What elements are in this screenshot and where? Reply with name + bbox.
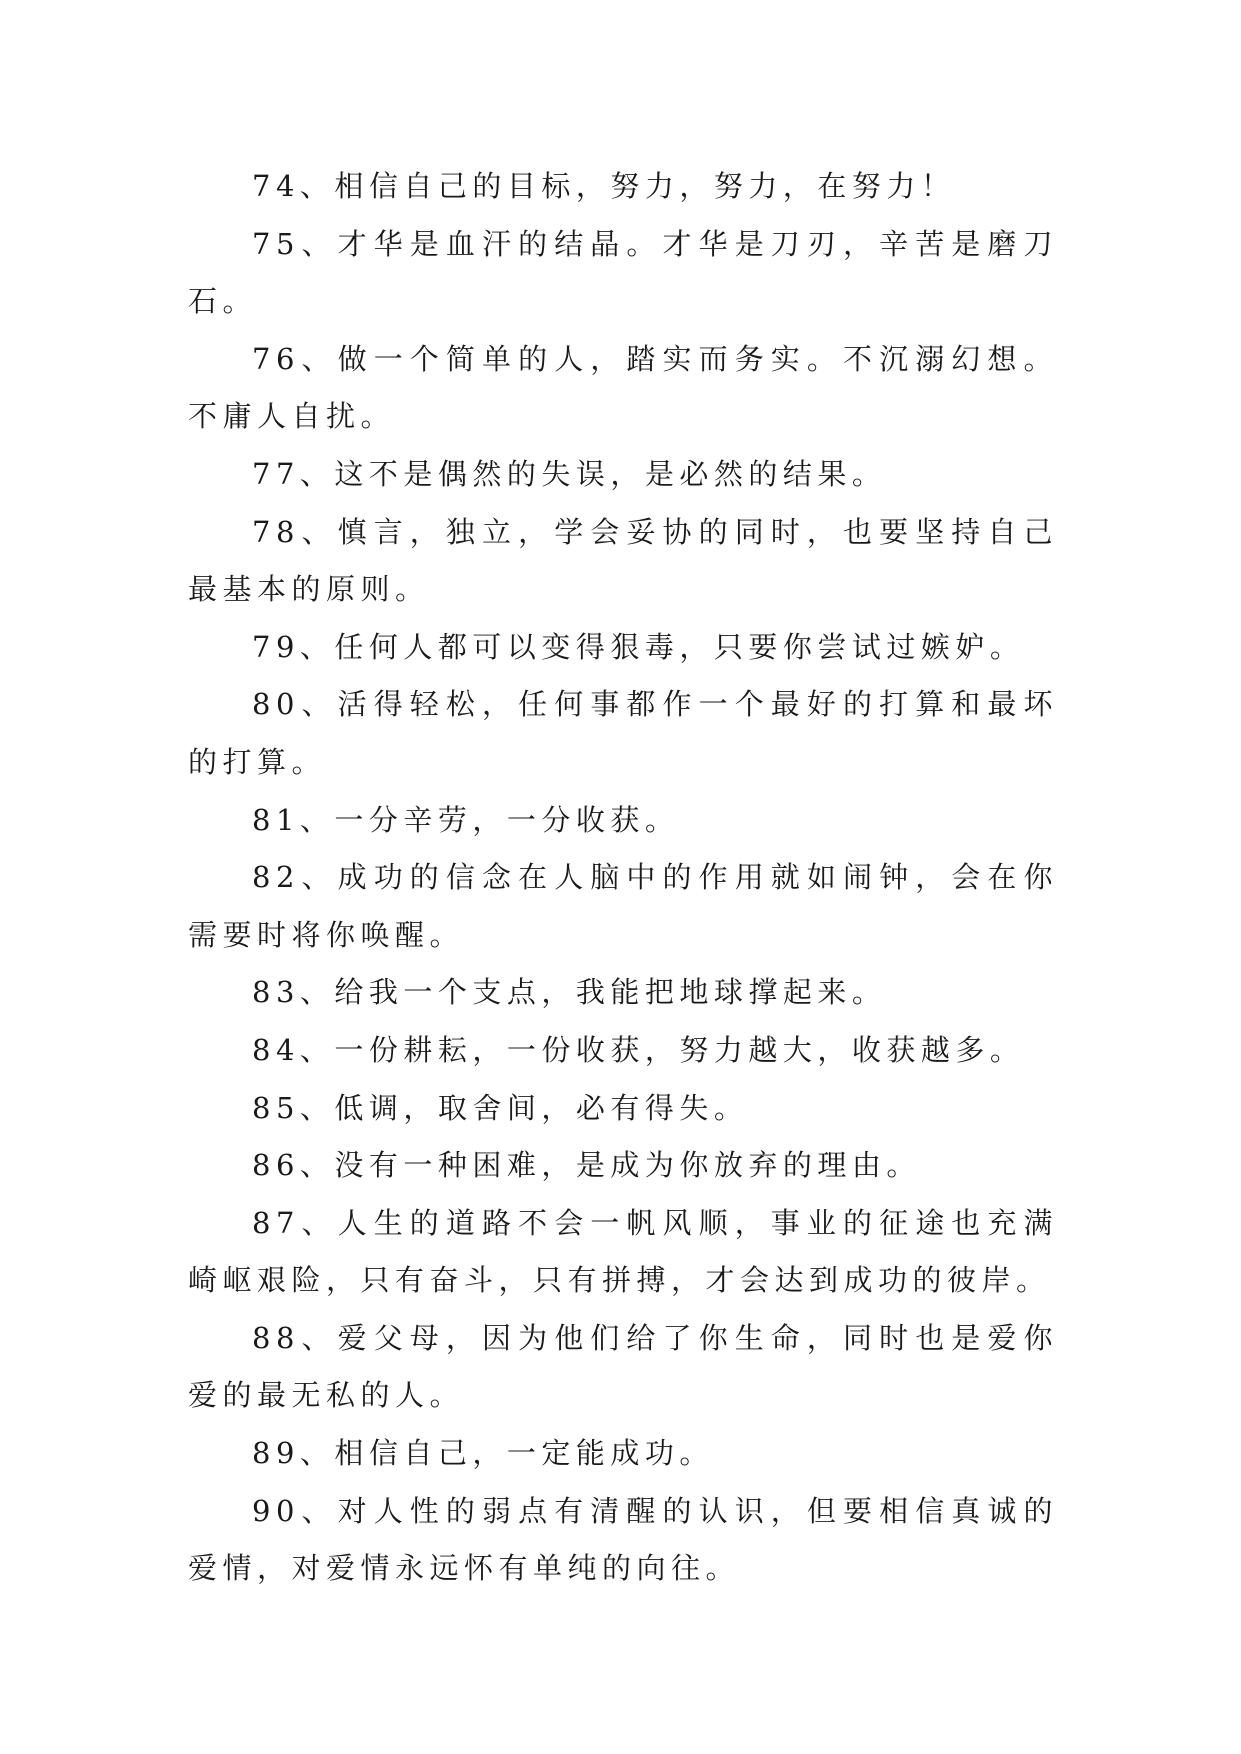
paragraph-79: 79、任何人都可以变得狠毒，只要你尝试过嫉妒。 — [252, 629, 1025, 664]
paragraph-82: 82、成功的信念在人脑中的作用就如闹钟，会在你需要时将你唤醒。 — [188, 860, 1058, 952]
paragraph-89: 89、相信自己，一定能成功。 — [252, 1436, 714, 1471]
paragraph-90: 90、对人性的弱点有清醒的认识，但要相信真诚的爱情，对爱情永远怀有单纯的向往。 — [188, 1493, 1058, 1586]
paragraph-77: 77、这不是偶然的失误，是必然的结果。 — [252, 456, 887, 491]
paragraph-81: 81、一分辛劳，一分收获。 — [252, 802, 680, 837]
document-body — [188, 158, 1058, 1598]
paragraph-88: 88、爱父母，因为他们给了你生命，同时也是爱你爱的最无私的人。 — [188, 1320, 1058, 1413]
paragraph-87: 87、人生的道路不会一帆风顺，事业的征途也充满崎岖艰险，只有奋斗，只有拼搏，才会达到成功的彼岸。 — [188, 1205, 1058, 1298]
paragraph-75: 75、才华是血汗的结晶。才华是刀刃，辛苦是磨刀石。 — [188, 226, 1058, 319]
paragraph-74: 74、相信自己的目标，努力，努力，在努力！ — [252, 169, 956, 203]
paragraph-83: 83、给我一个支点，我能把地球撑起来。 — [252, 975, 887, 1010]
paragraph-78: 78、慎言，独立，学会妥协的同时，也要坚持自己最基本的原则。 — [188, 514, 1058, 607]
paragraph-86: 86、没有一种困难，是成为你放弃的理由。 — [252, 1148, 921, 1183]
paragraph-84: 84、一份耕耘，一份收获，努力越大，收获越多。 — [252, 1032, 1025, 1067]
paragraph-76: 76、做一个简单的人，踏实而务实。不沉溺幻想。不庸人自扰。 — [188, 341, 1058, 434]
paragraph-80: 80、活得轻松，任何事都作一个最好的打算和最坏的打算。 — [188, 687, 1058, 779]
paragraph-85: 85、低调，取舍间，必有得失。 — [252, 1090, 749, 1125]
